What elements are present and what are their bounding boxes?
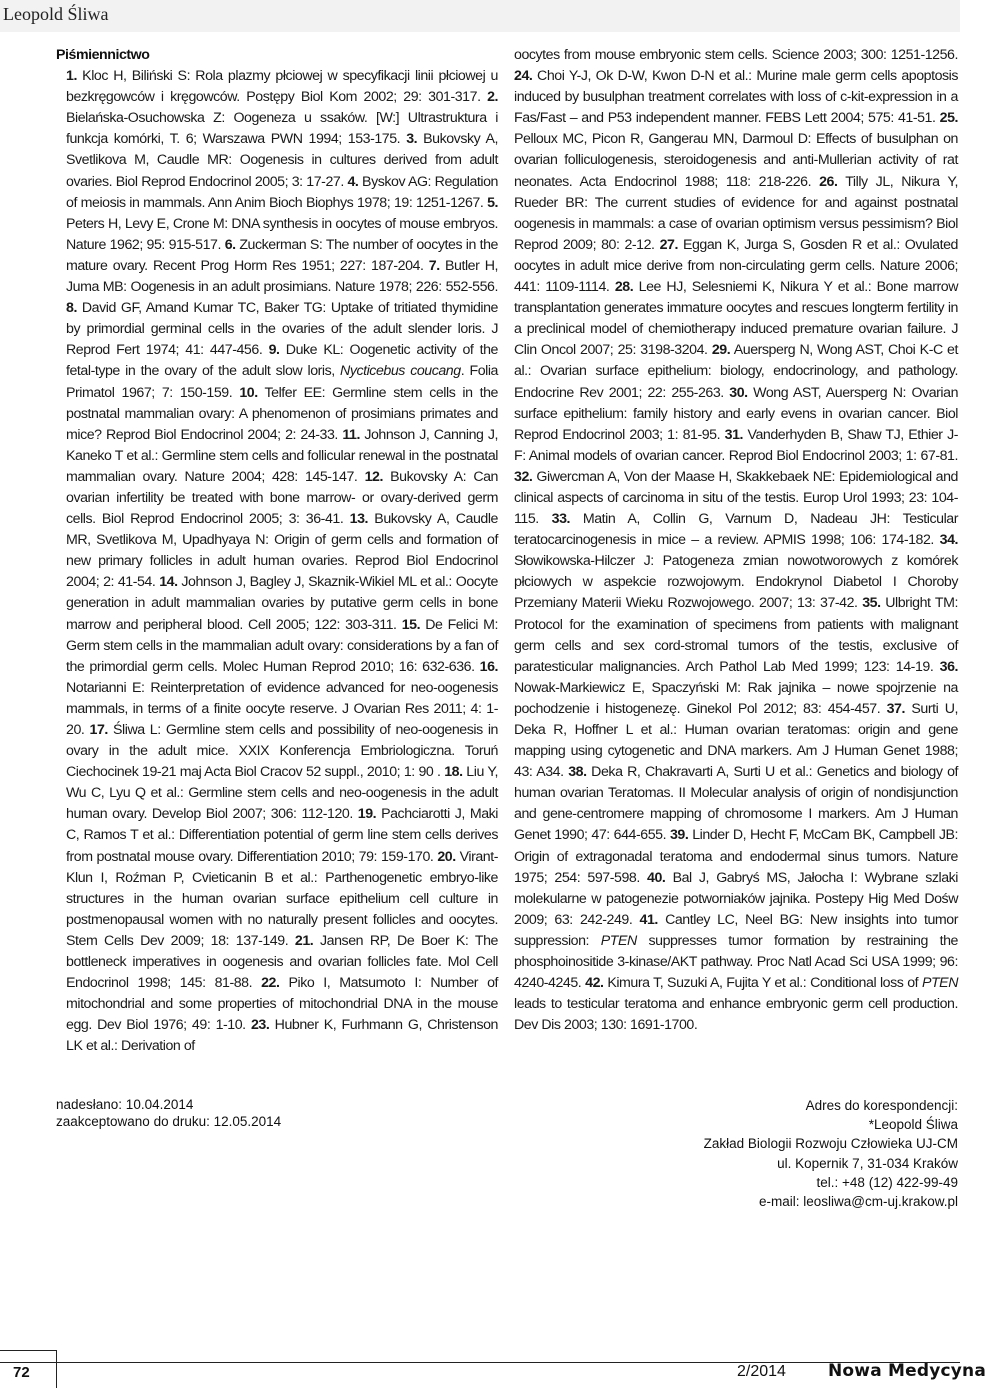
submission-dates xyxy=(56,1096,281,1130)
reference-text: Byskov AG: Regulation of meiosis in mammals. Ann Anim Bioch Biophys 1978; 19: 1251-1267. xyxy=(66,173,498,211)
reference-number: 7. xyxy=(428,257,440,274)
reference-left-17 xyxy=(66,722,498,780)
reference-number: 13. xyxy=(349,511,369,528)
reference-number: 10. xyxy=(239,384,258,401)
reference-text: Linder D, Hecht F, McCam BK, Campbell JB: Origin of extragonadal teratoma and endodermal sinus tumors. Nature 1975; 254: 597-598. xyxy=(514,827,958,886)
reference-number: 28. xyxy=(614,279,634,296)
reference-italic: Nycticebus coucang xyxy=(340,363,461,380)
reference-number: 22. xyxy=(261,975,280,992)
reference-italic: PTEN xyxy=(600,932,637,949)
reference-text: Deka R, Chakravarti A, Surti U et al.: Genetics and biology of human ovarian Teratomas. II Molecular analysis of origin of nondisjunction and gene-centromere mapping of chromosome I markers. Am J Human Genet 1990; 47: 644-655. xyxy=(514,764,959,844)
references-left-column xyxy=(56,45,498,1058)
correspondence-name: *Leopold Śliwa xyxy=(868,1117,958,1133)
reference-number: 40. xyxy=(647,869,666,886)
reference-text: Zuckerman S: The number of oocytes in the mature ovary. Recent Prog Horm Res 1951; 227: 187-204. xyxy=(66,236,498,274)
correspondence-heading: Adres do korespondencji: xyxy=(805,1098,958,1113)
reference-text: Śliwa L: Germline stem cells and possibility of neo-oogenesis in ovary in the adult mice. XXIX Konferencja Embriologiczna. Toruń Ciechocinek 19-21 maj Acta Biol Cracov 52 suppl., 2010; 1: 90 . xyxy=(66,722,498,781)
reference-number: 12. xyxy=(364,468,383,485)
reference-number: 42. xyxy=(585,975,604,992)
reference-number: 37. xyxy=(886,700,905,717)
references-right-column xyxy=(514,45,958,1036)
reference-text: Telfer EE: Germline stem cells in the postnatal mammalian ovary: A phenomenon of prosimians primates and mice? Reprod Biol Endocrinol 2004; 2: 24-33. xyxy=(66,384,498,443)
correspondence-phone: tel.: +48 (12) 422-99-49 xyxy=(816,1174,958,1190)
accepted-date: zaakceptowano do druku: 12.05.2014 xyxy=(56,1114,282,1129)
reference-number: 19. xyxy=(357,806,377,823)
reference-text: David GF, Amand Kumar TC, Baker TG: Uptake of tritiated thymidine by primordial germinal cells in the ovaries of the adult slender loris. J Reprod Fert 1974; 41: 447-456. xyxy=(66,300,498,359)
reference-number: 11. xyxy=(342,426,360,443)
reference-number: 41. xyxy=(639,911,658,928)
correspondence-street: ul. Kopernik 7, 31-034 Kraków xyxy=(777,1155,958,1171)
reference-number: 18. xyxy=(444,764,463,781)
reference-number: 8. xyxy=(66,300,77,317)
reference-text: Matin A, Collin G, Varnum D, Nadeau JH: Testicular teratocarcinogenesis in mice – a review. APMIS 1998; 106: 174-182. xyxy=(514,511,958,549)
reference-italic: PTEN xyxy=(921,975,958,992)
reference-text: Duke KL: Oogenetic activity of the fetal-type in the ovary of the adult slow loris, xyxy=(66,342,498,380)
reference-number: 39. xyxy=(669,827,689,844)
reference-text: Bielańska-Osuchowska Z: Oogeneza u ssaków. [W:] Ultrastruktura i funkcja komórki, T. 6; Warszawa PWN 1994; 153-175. xyxy=(66,110,498,148)
reference-right-11 xyxy=(514,511,958,548)
reference-number: 1. xyxy=(66,68,77,85)
reference-text: oocytes from mouse embryonic stem cells. Science 2003; 300: 1251-1256. xyxy=(514,47,958,63)
page-number: 72 xyxy=(13,1364,30,1381)
reference-text: Vanderhyden B, Shaw TJ, Ethier J-F: Animal models of ovarian cancer. Reprod Biol Endocrinol 2003; 1: 67-81. xyxy=(514,426,958,464)
reference-text: Bukovsky A, Svetlikova M, Caudle MR: Oogenesis in cultures derived from adult ovaries. Biol Reprod Endocrinol 2005; 3: 17-27. xyxy=(66,131,498,190)
reference-text: Bal J, Gabryś MS, Jałocha I: Wybrane szlaki molekularne w patogenezie potworniaków jajnika. Postepy Hig Med Dośw 2009; 63: 242-249. xyxy=(514,869,958,928)
reference-text: Auersperg N, Wong AST, Choi K-C et al.: Ovarian surface epithelium: biology, endocrinology, and pathology. Endocrine Rev 2001; 22: 255-263. xyxy=(514,342,958,401)
header-bar xyxy=(0,0,960,32)
reference-text: Tilly JL, Nikura Y, Rueder BR: The current studies of evidence for and against postnatal oogenesis in mammals: a case of ovarian optimism versus pessimism? Biol Reprod 2009; 80: 2-12. xyxy=(514,173,958,253)
reference-text: Cantley LC, Neel BG: New insights into tumor suppression: xyxy=(514,911,958,949)
reference-text: Kimura T, Suzuki A, Fujita Y et al.: Conditional loss of xyxy=(603,975,922,992)
reference-number: 30. xyxy=(729,384,748,401)
reference-text: Liu Y, Wu C, Lyu Q et al.: Germline stem cells and neo-oogenesis in the adult human ovary. Develop Biol 2007; 306: 112-120. xyxy=(66,764,499,823)
reference-text-tail: . Folia Primatol 1967; 7: 150-159. xyxy=(66,363,498,401)
reference-number: 6. xyxy=(224,236,236,253)
reference-text: Wong AST, Auersperg N: Ovarian surface epithelium: family history and early evens in ovarian cancer. Biol Reprod Endocrinol 2003; 1: 81-95. xyxy=(514,384,959,443)
reference-text-tail: leads to testicular teratoma and enhance embryonic germ cell production. Dev Dis 2003; 130: 1691-1700. xyxy=(514,996,958,1034)
reference-text: Johnson J, Bagley J, Skaznik-Wikiel ML et al.: Oocyte generation in adult mammalian ovaries by putative germ cells in bone marrow and peripheral blood. Cell 2005; 122: 303-311. xyxy=(66,574,498,633)
reference-number: 36. xyxy=(939,658,958,675)
reference-text-tail: suppresses tumor formation by restraining the phosphoinositide 3-kinase/AKT pathway. Proc Natl Acad Sci USA 1999; 96: 4240-4245. xyxy=(514,932,958,992)
reference-text: Butler H, Juma MB: Oogenesis in an adult prosimians. Nature 1978; 226: 552-556. xyxy=(66,257,498,296)
correspondence-institution: Zakład Biologii Rozwoju Człowieka UJ-CM xyxy=(703,1136,958,1152)
reference-number: 26. xyxy=(819,173,838,190)
reference-text: Hubner K, Furhmann G, Christenson LK et al.: Derivation of xyxy=(66,1017,499,1055)
reference-number: 2. xyxy=(487,89,498,106)
reference-text: Nowak-Markiewicz E, Spaczyński M: Rak jajnika – nowe spojrzenie na pochodzenie i histogenezę. Ginekol Pol 2012; 83: 454-457. xyxy=(514,679,958,717)
reference-text: Eggan K, Jurga S, Gosden R et al.: Ovulated oocytes in adult mice derive from non-circulating germ cells. Nature 2006; 441: 1109-1114. xyxy=(514,236,958,296)
reference-text: Słowikowska-Hilczer J: Patogeneza zmian nowotworowych z komórek płciowych w aspekcie rozwojowym. Endokrynol Diabetol I Choroby Przemiany Materii Wieku Rozwojowego. 2007; 13: 37-42. xyxy=(514,553,958,612)
reference-right-1 xyxy=(514,47,958,63)
reference-number: 38. xyxy=(568,764,587,781)
reference-number: 9. xyxy=(268,342,280,359)
reference-text: Pelloux MC, Picon R, Gangerau MN, Darmoul D: Effects of busulphan on ovarian folliculogenesis, steroidogenesis and anti-Mullerian activity of rat neonates. Acta Endocrinol 1988; 118: 218-226. xyxy=(514,131,958,190)
reference-number: 20. xyxy=(437,848,456,865)
reference-number: 4. xyxy=(347,173,359,190)
reference-text: Virant-Klun I, Roźman P, Cvieticanin B et al.: Parthenogenetic embryo-like structures in the human ovarian surface epithelium cell culture in postmenopausal women with no naturally present follicles and oocytes. Stem Cells Dev 2009; 18: 137-149. xyxy=(66,848,499,949)
reference-left-1 xyxy=(66,68,498,105)
reference-number: 35. xyxy=(862,595,881,612)
running-head: Leopold Śliwa xyxy=(3,4,109,24)
reference-text: Surti U, Deka R, Hoffner L et al.: Human ovarian teratomas: origin and gene mapping using cytogenetic and DNA markers. Am J Human Genet 1988; 43: A34. xyxy=(514,700,958,781)
reference-text: Johnson J, Canning J, Kaneko T et al.: Germline stem cells and follicular renewal in the postnatal mammalian ovary. Nature 2004; 428: 145-147. xyxy=(66,426,498,485)
reference-number: 29. xyxy=(711,342,731,359)
reference-text: Notarianni E: Reinterpretation of evidence advanced for neo-oogenesis mammals, in terms of a finite oocyte reserve. J Ovarian Res 2011; 4: 1-20. xyxy=(66,679,498,738)
reference-text: Pachciarotti J, Maki C, Ramos T et al.: Differentiation potential of germ line stem cells derives from postnatal mouse ovary. Differentiation 2010; 79: 159-170. xyxy=(66,806,498,865)
reference-text: De Felici M: Germ stem cells in the mammalian adult ovary: considerations by a fan of the primordial germ cells. Molec Human Reprod 2010; 16: 632-636. xyxy=(66,616,498,675)
reference-text: Lee HJ, Selesniemi K, Nikura Y et al.: Bone marrow transplantation generates immature oocytes and rescues longterm fertility in a preclinical model of chemiotherapy induced premature ovarian failure. J Clin Oncol 2007; 25: 3198-3204. xyxy=(514,279,958,359)
reference-number: 23. xyxy=(250,1017,270,1034)
reference-text: Choi Y-J, Ok D-W, Kwon D-N et al.: Murine male germ cells apoptosis induced by busulphan treatment correlates with loss of c-kit-expression in a Fas/Fast – and P53 independent manner. FEBS Lett 2004; 575: 41-51. xyxy=(514,68,958,127)
reference-number: 24. xyxy=(514,68,533,85)
reference-number: 31. xyxy=(724,426,743,443)
reference-number: 5. xyxy=(487,194,498,211)
journal-issue: 2/2014 xyxy=(737,1363,786,1380)
reference-text: Bukovsky A, Caudle MR, Svetlikova M, Upadhyaya N: Origin of germ cells and formation of new primary follicles in adult human ovaries. Reprod Biol Endocrinol 2004; 2: 41-54. xyxy=(66,511,498,591)
reference-text: Bukovsky A: Can ovarian infertility be treated with bone marrow- or ovary-derived germ cells. Biol Reprod Endocrinol 2005; 3: 36-41. xyxy=(66,468,498,528)
reference-number: 34. xyxy=(939,532,958,549)
journal-name: Nowa Medycyna xyxy=(828,1361,986,1381)
references-right-text xyxy=(514,45,958,1036)
correspondence-email: e-mail: leosliwa@cm-uj.krakow.pl xyxy=(758,1194,958,1210)
reference-number: 27. xyxy=(659,236,678,253)
reference-number: 33. xyxy=(551,511,570,528)
references-title: Piśmiennictwo xyxy=(56,47,150,63)
reference-number: 3. xyxy=(406,131,418,148)
reference-text: Giwercman A, Von der Maase H, Skakkebaek NE: Epidemiological and clinical aspects of carcinoma in situ of the testis. Europ Urol 1993; 23: 104-115. xyxy=(514,468,958,528)
reference-number: 15. xyxy=(401,616,421,633)
reference-text: Peters H, Levy E, Crone M: DNA synthesis in oocytes of mouse embryos. Nature 1962; 95: 915-517. xyxy=(66,215,498,253)
footer-rule xyxy=(0,1362,960,1363)
reference-number: 25. xyxy=(939,110,958,127)
correspondence-address xyxy=(704,1096,958,1211)
reference-text: Jansen RP, De Boer K: The bottleneck imperatives in oogenesis and ovarian follicles fate. Mol Cell Endocrinol 1998; 145: 81-88. xyxy=(66,932,498,992)
reference-number: 32. xyxy=(514,468,533,485)
received-date: nadesłano: 10.04.2014 xyxy=(56,1097,194,1112)
reference-text: Kloc H, Biliński S: Rola plazmy płciowej w specyfikacji linii płciowej u bezkręgowców i kręgowców. Postępy Biol Kom 2002; 29: 301-317. xyxy=(66,68,498,106)
reference-text: Piko I, Matsumoto I: Number of mitochondrial and some properties of mitochondrial DNA in the mouse egg. Dev Biol 1976; 49: 1-10. xyxy=(66,975,498,1034)
reference-text: Ulbright TM: Protocol for the examination of specimens from patients with malignant germ cells and sex cord-stromal tumors of the testis, exclusive of paratesticular malignancies. Arch Pathol Lab Med 1999; 123: 14-19. xyxy=(514,595,959,675)
reference-number: 14. xyxy=(159,574,178,591)
reference-number: 21. xyxy=(294,932,314,949)
reference-number: 17. xyxy=(89,722,108,738)
reference-right-2 xyxy=(514,68,958,126)
reference-right-20 xyxy=(514,975,958,1033)
references-left-text xyxy=(56,66,498,1057)
reference-number: 16. xyxy=(479,658,498,675)
